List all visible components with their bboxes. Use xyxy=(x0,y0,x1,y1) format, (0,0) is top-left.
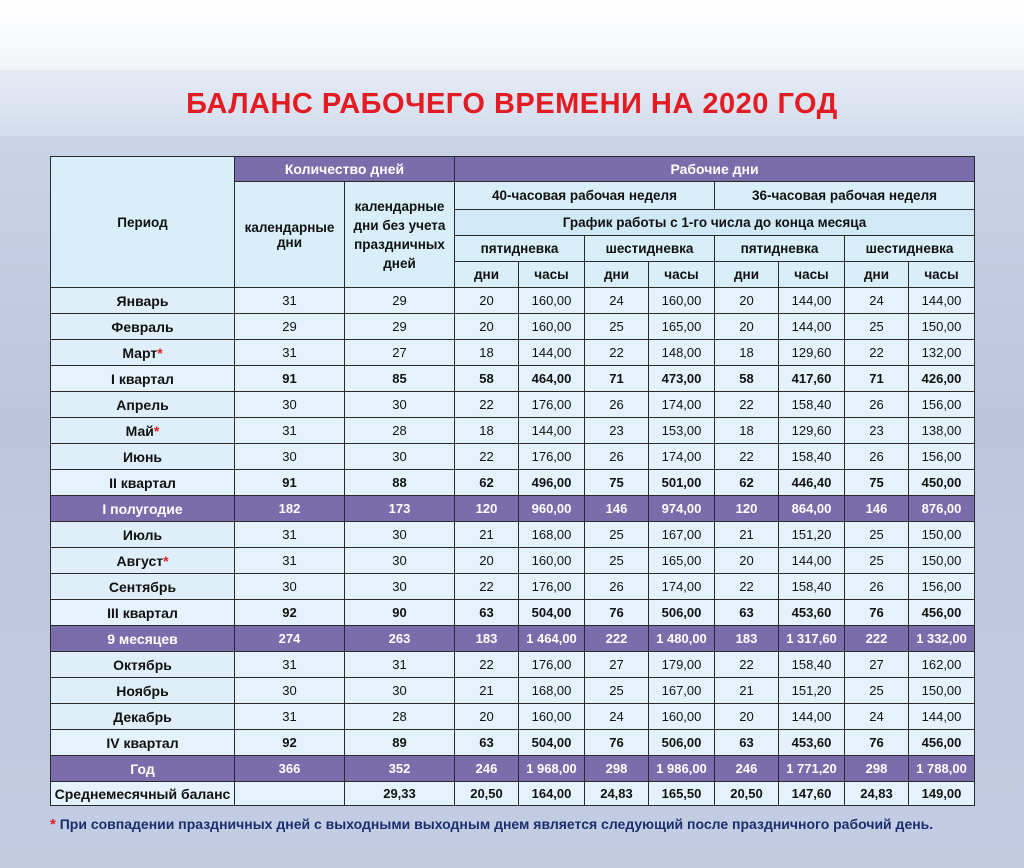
working-days-cell: 62 xyxy=(455,470,519,496)
working-hours-cell: 151,20 xyxy=(779,678,845,704)
working-days-cell: 25 xyxy=(845,678,909,704)
working-hours-cell: 179,00 xyxy=(649,652,715,678)
working-days-cell: 75 xyxy=(845,470,909,496)
period-name: Март xyxy=(122,344,158,361)
working-hours-cell: 174,00 xyxy=(649,574,715,600)
working-days-cell: 26 xyxy=(585,392,649,418)
working-days-cell: 25 xyxy=(845,314,909,340)
working-hours-cell: 158,40 xyxy=(779,574,845,600)
calendar-days-cell: 31 xyxy=(235,340,345,366)
working-days-cell: 22 xyxy=(455,444,519,470)
header-days: дни xyxy=(715,262,779,288)
calendar-days-no-holidays-cell: 28 xyxy=(345,704,455,730)
working-days-cell: 298 xyxy=(585,756,649,782)
period-cell xyxy=(51,470,235,496)
calendar-days-cell: 31 xyxy=(235,288,345,314)
working-days-cell: 18 xyxy=(715,340,779,366)
working-hours-cell: 144,00 xyxy=(519,418,585,444)
table-row xyxy=(51,756,975,782)
calendar-days-cell: 30 xyxy=(235,444,345,470)
working-days-cell: 183 xyxy=(715,626,779,652)
calendar-days-cell: 30 xyxy=(235,392,345,418)
working-days-cell: 63 xyxy=(715,730,779,756)
calendar-days-cell: 31 xyxy=(235,418,345,444)
period-name: Октябрь xyxy=(113,656,172,673)
calendar-days-no-holidays-cell: 85 xyxy=(345,366,455,392)
working-hours-cell: 144,00 xyxy=(779,288,845,314)
working-hours-cell: 147,60 xyxy=(779,782,845,806)
working-hours-cell: 148,00 xyxy=(649,340,715,366)
working-hours-cell: 160,00 xyxy=(519,548,585,574)
working-hours-cell: 1 317,60 xyxy=(779,626,845,652)
working-hours-cell: 168,00 xyxy=(519,678,585,704)
working-hours-cell: 1 788,00 xyxy=(909,756,975,782)
working-days-cell: 63 xyxy=(715,600,779,626)
working-days-cell: 24 xyxy=(845,704,909,730)
period-name: Ноябрь xyxy=(116,682,169,699)
working-days-cell: 21 xyxy=(715,522,779,548)
working-hours-cell: 174,00 xyxy=(649,444,715,470)
working-hours-cell: 506,00 xyxy=(649,730,715,756)
table-row xyxy=(51,366,975,392)
working-hours-cell: 876,00 xyxy=(909,496,975,522)
table-row xyxy=(51,444,975,470)
working-hours-cell: 144,00 xyxy=(909,288,975,314)
period-cell xyxy=(51,704,235,730)
working-hours-cell: 149,00 xyxy=(909,782,975,806)
working-hours-cell: 450,00 xyxy=(909,470,975,496)
table-row xyxy=(51,574,975,600)
working-days-cell: 24,83 xyxy=(845,782,909,806)
working-hours-cell: 158,40 xyxy=(779,444,845,470)
working-days-cell: 22 xyxy=(455,652,519,678)
working-days-cell: 22 xyxy=(455,574,519,600)
working-days-cell: 71 xyxy=(585,366,649,392)
calendar-days-cell: 31 xyxy=(235,704,345,730)
working-hours-cell: 150,00 xyxy=(909,678,975,704)
calendar-days-no-holidays-cell: 88 xyxy=(345,470,455,496)
working-hours-cell: 1 968,00 xyxy=(519,756,585,782)
calendar-days-cell: 31 xyxy=(235,548,345,574)
period-cell xyxy=(51,340,235,366)
working-hours-cell: 176,00 xyxy=(519,574,585,600)
table-row xyxy=(51,730,975,756)
working-hours-cell: 150,00 xyxy=(909,522,975,548)
working-hours-cell: 1 480,00 xyxy=(649,626,715,652)
footnote xyxy=(50,816,990,833)
working-days-cell: 22 xyxy=(715,392,779,418)
working-days-cell: 26 xyxy=(585,444,649,470)
calendar-days-no-holidays-cell: 30 xyxy=(345,678,455,704)
header-calendar-no-holidays: календарные дни без учета праздничных дней xyxy=(345,182,455,288)
working-hours-cell: 150,00 xyxy=(909,548,975,574)
table-row xyxy=(51,678,975,704)
working-days-cell: 63 xyxy=(455,730,519,756)
working-hours-cell: 144,00 xyxy=(519,340,585,366)
working-hours-cell: 426,00 xyxy=(909,366,975,392)
period-name: 9 месяцев xyxy=(107,630,178,647)
calendar-days-cell: 91 xyxy=(235,470,345,496)
calendar-days-cell: 31 xyxy=(235,652,345,678)
working-hours-cell: 160,00 xyxy=(519,288,585,314)
period-name: Февраль xyxy=(111,318,174,335)
working-days-cell: 24,83 xyxy=(585,782,649,806)
working-days-cell: 25 xyxy=(585,548,649,574)
period-name: Среднемесячный баланс xyxy=(54,785,231,802)
table-row xyxy=(51,288,975,314)
working-hours-cell: 176,00 xyxy=(519,444,585,470)
working-hours-cell: 417,60 xyxy=(779,366,845,392)
working-days-cell: 22 xyxy=(585,340,649,366)
table-row xyxy=(51,626,975,652)
working-hours-cell: 129,60 xyxy=(779,340,845,366)
calendar-days-cell: 182 xyxy=(235,496,345,522)
working-days-cell: 120 xyxy=(715,496,779,522)
holiday-star-marker: * xyxy=(153,422,160,439)
header-schedule: График работы с 1-го числа до конца месяца xyxy=(455,210,975,236)
working-days-cell: 20 xyxy=(455,314,519,340)
period-name: Июнь xyxy=(122,448,163,465)
calendar-days-cell xyxy=(235,782,345,806)
working-days-cell: 18 xyxy=(455,340,519,366)
calendar-days-cell: 92 xyxy=(235,600,345,626)
working-days-cell: 26 xyxy=(845,392,909,418)
header-hours: часы xyxy=(519,262,585,288)
working-hours-cell: 156,00 xyxy=(909,574,975,600)
working-hours-cell: 165,00 xyxy=(649,314,715,340)
header-days: дни xyxy=(455,262,519,288)
table-body xyxy=(51,288,975,806)
period-cell xyxy=(51,392,235,418)
working-hours-cell: 165,00 xyxy=(649,548,715,574)
period-cell xyxy=(51,678,235,704)
calendar-days-cell: 92 xyxy=(235,730,345,756)
header-six-day-40: шестидневка xyxy=(585,236,715,262)
period-name: I полугодие xyxy=(102,500,183,517)
working-hours-cell: 1 986,00 xyxy=(649,756,715,782)
working-hours-cell: 456,00 xyxy=(909,730,975,756)
calendar-days-no-holidays-cell: 30 xyxy=(345,392,455,418)
working-hours-cell: 504,00 xyxy=(519,600,585,626)
working-days-cell: 22 xyxy=(715,574,779,600)
page-title: БАЛАНС РАБОЧЕГО ВРЕМЕНИ НА 2020 ГОД xyxy=(186,88,838,120)
working-days-cell: 71 xyxy=(845,366,909,392)
table-header xyxy=(51,157,975,288)
period-name: Год xyxy=(130,760,155,777)
working-hours-cell: 176,00 xyxy=(519,652,585,678)
working-hours-cell: 156,00 xyxy=(909,392,975,418)
period-name: I квартал xyxy=(111,370,174,387)
calendar-days-no-holidays-cell: 263 xyxy=(345,626,455,652)
calendar-days-no-holidays-cell: 29,33 xyxy=(345,782,455,806)
period-name: III квартал xyxy=(107,604,178,621)
table-row xyxy=(51,496,975,522)
working-days-cell: 20,50 xyxy=(455,782,519,806)
period-cell xyxy=(51,574,235,600)
working-hours-cell: 167,00 xyxy=(649,522,715,548)
working-days-cell: 25 xyxy=(585,522,649,548)
working-days-cell: 298 xyxy=(845,756,909,782)
working-hours-cell: 160,00 xyxy=(649,288,715,314)
working-hours-cell: 144,00 xyxy=(909,704,975,730)
working-days-cell: 20 xyxy=(455,288,519,314)
calendar-days-cell: 30 xyxy=(235,678,345,704)
working-days-cell: 20 xyxy=(455,704,519,730)
working-hours-cell: 960,00 xyxy=(519,496,585,522)
working-days-cell: 20 xyxy=(715,548,779,574)
working-hours-cell: 158,40 xyxy=(779,652,845,678)
working-days-cell: 25 xyxy=(585,678,649,704)
working-days-cell: 26 xyxy=(845,444,909,470)
working-hours-cell: 453,60 xyxy=(779,730,845,756)
calendar-days-no-holidays-cell: 173 xyxy=(345,496,455,522)
working-hours-cell: 160,00 xyxy=(519,704,585,730)
table-row xyxy=(51,392,975,418)
table-row xyxy=(51,340,975,366)
working-days-cell: 222 xyxy=(845,626,909,652)
working-hours-cell: 129,60 xyxy=(779,418,845,444)
table-row xyxy=(51,314,975,340)
working-hours-cell: 165,50 xyxy=(649,782,715,806)
calendar-days-no-holidays-cell: 30 xyxy=(345,548,455,574)
period-name: Январь xyxy=(116,292,169,309)
working-hours-cell: 974,00 xyxy=(649,496,715,522)
header-six-day-36: шестидневка xyxy=(845,236,975,262)
period-name: IV квартал xyxy=(106,734,179,751)
calendar-days-cell: 29 xyxy=(235,314,345,340)
working-days-cell: 24 xyxy=(585,288,649,314)
working-days-cell: 76 xyxy=(845,730,909,756)
working-hours-cell: 167,00 xyxy=(649,678,715,704)
working-hours-cell: 138,00 xyxy=(909,418,975,444)
header-days: дни xyxy=(585,262,649,288)
table-row xyxy=(51,470,975,496)
working-days-cell: 21 xyxy=(455,522,519,548)
calendar-days-cell: 366 xyxy=(235,756,345,782)
working-days-cell: 222 xyxy=(585,626,649,652)
holiday-star-marker: * xyxy=(157,344,163,361)
footnote-star: * xyxy=(50,816,56,833)
calendar-days-no-holidays-cell: 28 xyxy=(345,418,455,444)
working-days-cell: 146 xyxy=(585,496,649,522)
working-hours-cell: 144,00 xyxy=(779,548,845,574)
top-band xyxy=(0,0,1024,70)
header-period: Период xyxy=(51,157,235,288)
working-hours-cell: 446,40 xyxy=(779,470,845,496)
working-days-cell: 23 xyxy=(585,418,649,444)
period-cell xyxy=(51,288,235,314)
table-row xyxy=(51,600,975,626)
calendar-days-no-holidays-cell: 90 xyxy=(345,600,455,626)
period-cell xyxy=(51,522,235,548)
working-days-cell: 20 xyxy=(715,704,779,730)
working-hours-cell: 160,00 xyxy=(649,704,715,730)
working-hours-cell: 174,00 xyxy=(649,392,715,418)
period-cell xyxy=(51,548,235,574)
table-row xyxy=(51,548,975,574)
working-days-cell: 22 xyxy=(845,340,909,366)
calendar-days-no-holidays-cell: 30 xyxy=(345,574,455,600)
header-hours: часы xyxy=(649,262,715,288)
header-days: дни xyxy=(845,262,909,288)
table-row xyxy=(51,418,975,444)
header-week-36: 36-часовая рабочая неделя xyxy=(715,182,975,210)
calendar-days-cell: 31 xyxy=(235,522,345,548)
header-week-40: 40-часовая рабочая неделя xyxy=(455,182,715,210)
working-days-cell: 183 xyxy=(455,626,519,652)
calendar-days-no-holidays-cell: 89 xyxy=(345,730,455,756)
working-days-cell: 23 xyxy=(845,418,909,444)
working-hours-cell: 496,00 xyxy=(519,470,585,496)
working-days-cell: 76 xyxy=(845,600,909,626)
working-days-cell: 63 xyxy=(455,600,519,626)
header-hours: часы xyxy=(909,262,975,288)
header-hours: часы xyxy=(779,262,845,288)
working-hours-cell: 160,00 xyxy=(519,314,585,340)
working-days-cell: 120 xyxy=(455,496,519,522)
working-hours-cell: 473,00 xyxy=(649,366,715,392)
working-hours-cell: 504,00 xyxy=(519,730,585,756)
working-hours-cell: 151,20 xyxy=(779,522,845,548)
working-hours-cell: 1 771,20 xyxy=(779,756,845,782)
period-name: Сентябрь xyxy=(108,578,177,595)
period-cell xyxy=(51,782,235,806)
working-hours-cell: 132,00 xyxy=(909,340,975,366)
working-days-cell: 21 xyxy=(455,678,519,704)
working-hours-cell: 158,40 xyxy=(779,392,845,418)
period-name: Апрель xyxy=(116,396,169,413)
working-hours-cell: 456,00 xyxy=(909,600,975,626)
working-hours-cell: 464,00 xyxy=(519,366,585,392)
working-hours-cell: 1 464,00 xyxy=(519,626,585,652)
working-days-cell: 22 xyxy=(715,652,779,678)
working-hours-cell: 1 332,00 xyxy=(909,626,975,652)
footnote-text: При совпадении праздничных дней с выходными выходным днем является следующий после праздничного рабочий день. xyxy=(59,816,934,832)
working-days-cell: 25 xyxy=(585,314,649,340)
working-hours-cell: 453,60 xyxy=(779,600,845,626)
working-hours-cell: 150,00 xyxy=(909,314,975,340)
working-hours-cell: 176,00 xyxy=(519,392,585,418)
table-row xyxy=(51,522,975,548)
working-days-cell: 26 xyxy=(585,574,649,600)
period-cell xyxy=(51,730,235,756)
calendar-days-no-holidays-cell: 29 xyxy=(345,314,455,340)
period-cell xyxy=(51,314,235,340)
working-days-cell: 146 xyxy=(845,496,909,522)
working-hours-cell: 156,00 xyxy=(909,444,975,470)
working-days-cell: 246 xyxy=(455,756,519,782)
working-days-cell: 76 xyxy=(585,730,649,756)
working-hours-cell: 164,00 xyxy=(519,782,585,806)
working-days-cell: 18 xyxy=(715,418,779,444)
table-row xyxy=(51,704,975,730)
period-cell xyxy=(51,418,235,444)
header-working-days: Рабочие дни xyxy=(455,157,975,182)
working-days-cell: 62 xyxy=(715,470,779,496)
period-cell xyxy=(51,652,235,678)
period-cell xyxy=(51,600,235,626)
working-hours-cell: 144,00 xyxy=(779,314,845,340)
period-cell xyxy=(51,444,235,470)
header-five-day-40: пятидневка xyxy=(455,236,585,262)
working-days-cell: 24 xyxy=(845,288,909,314)
period-cell xyxy=(51,626,235,652)
period-name: Июль xyxy=(122,526,163,543)
working-days-cell: 24 xyxy=(585,704,649,730)
table-row xyxy=(51,652,975,678)
working-hours-cell: 144,00 xyxy=(779,704,845,730)
calendar-days-no-holidays-cell: 30 xyxy=(345,444,455,470)
calendar-days-no-holidays-cell: 30 xyxy=(345,522,455,548)
working-days-cell: 20 xyxy=(455,548,519,574)
working-days-cell: 76 xyxy=(585,600,649,626)
working-hours-cell: 168,00 xyxy=(519,522,585,548)
working-hours-cell: 162,00 xyxy=(909,652,975,678)
working-days-cell: 20 xyxy=(715,288,779,314)
working-days-cell: 18 xyxy=(455,418,519,444)
table-row xyxy=(51,782,975,806)
working-days-cell: 22 xyxy=(715,444,779,470)
working-days-cell: 22 xyxy=(455,392,519,418)
working-hours-cell: 864,00 xyxy=(779,496,845,522)
working-days-cell: 246 xyxy=(715,756,779,782)
working-hours-cell: 506,00 xyxy=(649,600,715,626)
calendar-days-no-holidays-cell: 31 xyxy=(345,652,455,678)
period-name: Май xyxy=(125,422,154,439)
working-days-cell: 21 xyxy=(715,678,779,704)
period-name: II квартал xyxy=(109,474,176,491)
header-days-count: Количество дней xyxy=(235,157,455,182)
working-days-cell: 58 xyxy=(715,366,779,392)
period-cell xyxy=(51,756,235,782)
period-name: Август xyxy=(116,552,164,569)
working-days-cell: 25 xyxy=(845,522,909,548)
calendar-days-no-holidays-cell: 27 xyxy=(345,340,455,366)
period-name: Декабрь xyxy=(113,708,172,725)
working-days-cell: 27 xyxy=(585,652,649,678)
header-five-day-36: пятидневка xyxy=(715,236,845,262)
calendar-days-cell: 91 xyxy=(235,366,345,392)
working-days-cell: 20 xyxy=(715,314,779,340)
period-cell xyxy=(51,366,235,392)
calendar-days-cell: 274 xyxy=(235,626,345,652)
working-days-cell: 25 xyxy=(845,548,909,574)
work-time-balance-table xyxy=(50,156,975,806)
working-days-cell: 75 xyxy=(585,470,649,496)
calendar-days-cell: 30 xyxy=(235,574,345,600)
header-calendar-days: календарные дни xyxy=(235,182,345,288)
working-days-cell: 20,50 xyxy=(715,782,779,806)
calendar-days-no-holidays-cell: 352 xyxy=(345,756,455,782)
working-hours-cell: 153,00 xyxy=(649,418,715,444)
working-days-cell: 27 xyxy=(845,652,909,678)
working-days-cell: 26 xyxy=(845,574,909,600)
calendar-days-no-holidays-cell: 29 xyxy=(345,288,455,314)
working-days-cell: 58 xyxy=(455,366,519,392)
working-hours-cell: 501,00 xyxy=(649,470,715,496)
holiday-star-marker: * xyxy=(163,552,169,569)
period-cell xyxy=(51,496,235,522)
